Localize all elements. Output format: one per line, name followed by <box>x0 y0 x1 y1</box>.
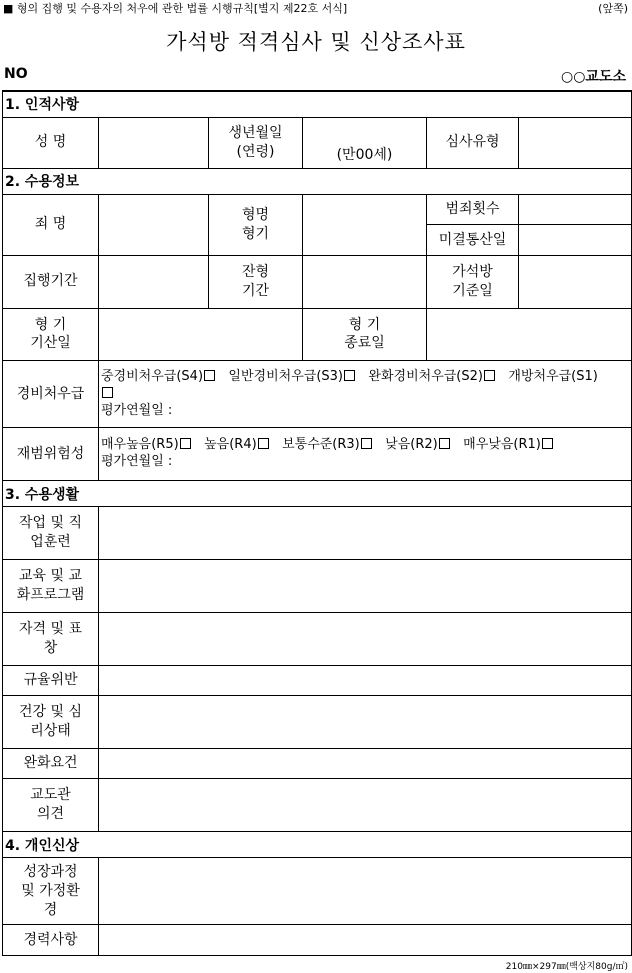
row-health <box>3 696 632 749</box>
checkbox-s2[interactable] <box>484 370 495 381</box>
security-options: 중경비처우급(S4) 일반경비처우급(S3) 완화경비처우급(S2) 개방처우급(S1) 평가연월일 : <box>99 361 632 428</box>
field-birth[interactable] <box>303 117 427 168</box>
field-violation[interactable] <box>99 665 632 695</box>
number-label: NO <box>4 66 28 82</box>
label-officer-opinion: 교도관 의견 <box>3 779 99 832</box>
field-sentence[interactable] <box>303 194 427 255</box>
section-title-custody-life: 3. 수용생활 <box>3 481 632 507</box>
row-personal <box>3 117 632 168</box>
field-name[interactable] <box>99 117 209 168</box>
field-work-training[interactable] <box>99 507 632 560</box>
age-hint: (만00세) <box>336 146 393 163</box>
label-term-end: 형 기 종료일 <box>303 308 427 361</box>
checkbox-r5[interactable] <box>180 438 191 449</box>
row-term-dates <box>3 308 632 361</box>
row-crime-a <box>3 194 632 224</box>
label-education: 교육 및 교 화프로그램 <box>3 560 99 613</box>
checkbox-s4[interactable] <box>204 370 215 381</box>
checkbox-r2[interactable] <box>439 438 450 449</box>
label-remaining: 잔형 기간 <box>209 255 303 308</box>
section-title-custody: 2. 수용정보 <box>3 168 632 194</box>
label-violation: 규율위반 <box>3 665 99 695</box>
field-career[interactable] <box>99 925 632 956</box>
section-header-4 <box>3 832 632 858</box>
field-mitigation[interactable] <box>99 748 632 778</box>
field-exec-period[interactable] <box>99 255 209 308</box>
label-name: 성 명 <box>3 117 99 168</box>
label-exec-period: 집행기간 <box>3 255 99 308</box>
label-review-type: 심사유형 <box>427 117 519 168</box>
row-career <box>3 925 632 956</box>
label-certification: 자격 및 표 창 <box>3 612 99 665</box>
label-mitigation: 완화요건 <box>3 748 99 778</box>
checkbox-r3[interactable] <box>361 438 372 449</box>
label-birth: 생년월일 (연령) <box>209 117 303 168</box>
section-title-personal-background: 4. 개인신상 <box>3 832 632 858</box>
recidivism-options: 매우높음(R5) 높음(R4) 보통수준(R3) 낮음(R2) 매우낮음(R1) 평가연월일 : <box>99 428 632 481</box>
field-crime[interactable] <box>99 194 209 255</box>
field-certification[interactable] <box>99 612 632 665</box>
label-growth-family: 성장과정 및 가정환 경 <box>3 858 99 925</box>
checkbox-s1[interactable] <box>102 387 113 398</box>
label-crime-count: 범죄횟수 <box>427 194 519 224</box>
security-eval-date: 평가연월일 : <box>101 402 173 418</box>
label-career: 경력사항 <box>3 925 99 956</box>
section-header-1 <box>3 91 632 117</box>
page-side-label: (앞쪽) <box>598 2 628 15</box>
paper-spec-footer: 210㎜×297㎜(백상지80g/㎡) <box>505 962 628 972</box>
label-health: 건강 및 심 리상태 <box>3 696 99 749</box>
field-growth-family[interactable] <box>99 858 632 925</box>
checkbox-s3[interactable] <box>344 370 355 381</box>
section-title-personal: 1. 인적사항 <box>3 91 632 117</box>
field-education[interactable] <box>99 560 632 613</box>
field-term-start[interactable] <box>99 308 303 361</box>
label-parole-base: 가석방 기준일 <box>427 255 519 308</box>
field-parole-base[interactable] <box>519 255 632 308</box>
field-unsettled-days[interactable] <box>519 225 632 255</box>
row-recidivism <box>3 428 632 481</box>
label-term-start: 형 기 기산일 <box>3 308 99 361</box>
row-mitigation <box>3 748 632 778</box>
row-violation <box>3 665 632 695</box>
screening-form-table <box>2 90 632 956</box>
label-sentence: 형명 형기 <box>209 194 303 255</box>
row-security <box>3 361 632 428</box>
field-officer-opinion[interactable] <box>99 779 632 832</box>
label-crime: 죄 명 <box>3 194 99 255</box>
row-officer-opinion <box>3 779 632 832</box>
label-work-training: 작업 및 직 업훈련 <box>3 507 99 560</box>
section-header-3 <box>3 481 632 507</box>
field-remaining[interactable] <box>303 255 427 308</box>
row-growth <box>3 858 632 925</box>
field-review-type[interactable] <box>519 117 632 168</box>
label-unsettled-days: 미결통산일 <box>427 225 519 255</box>
document-title: 가석방 적격심사 및 신상조사표 <box>166 30 466 54</box>
form-reference-note: ■ 형의 집행 및 수용자의 처우에 관한 법률 시행규칙[별지 제22호 서식] <box>3 2 348 15</box>
section-header-2 <box>3 168 632 194</box>
label-security: 경비처우급 <box>3 361 99 428</box>
field-term-end[interactable] <box>427 308 632 361</box>
row-work <box>3 507 632 560</box>
row-exec-period <box>3 255 632 308</box>
recidivism-eval-date: 평가연월일 : <box>101 454 173 470</box>
row-certification <box>3 612 632 665</box>
field-health[interactable] <box>99 696 632 749</box>
checkbox-r1[interactable] <box>542 438 553 449</box>
checkbox-r4[interactable] <box>258 438 269 449</box>
row-education <box>3 560 632 613</box>
label-recidivism: 재범위험성 <box>3 428 99 481</box>
field-crime-count[interactable] <box>519 194 632 224</box>
prison-name: ○○교도소 <box>560 69 626 85</box>
